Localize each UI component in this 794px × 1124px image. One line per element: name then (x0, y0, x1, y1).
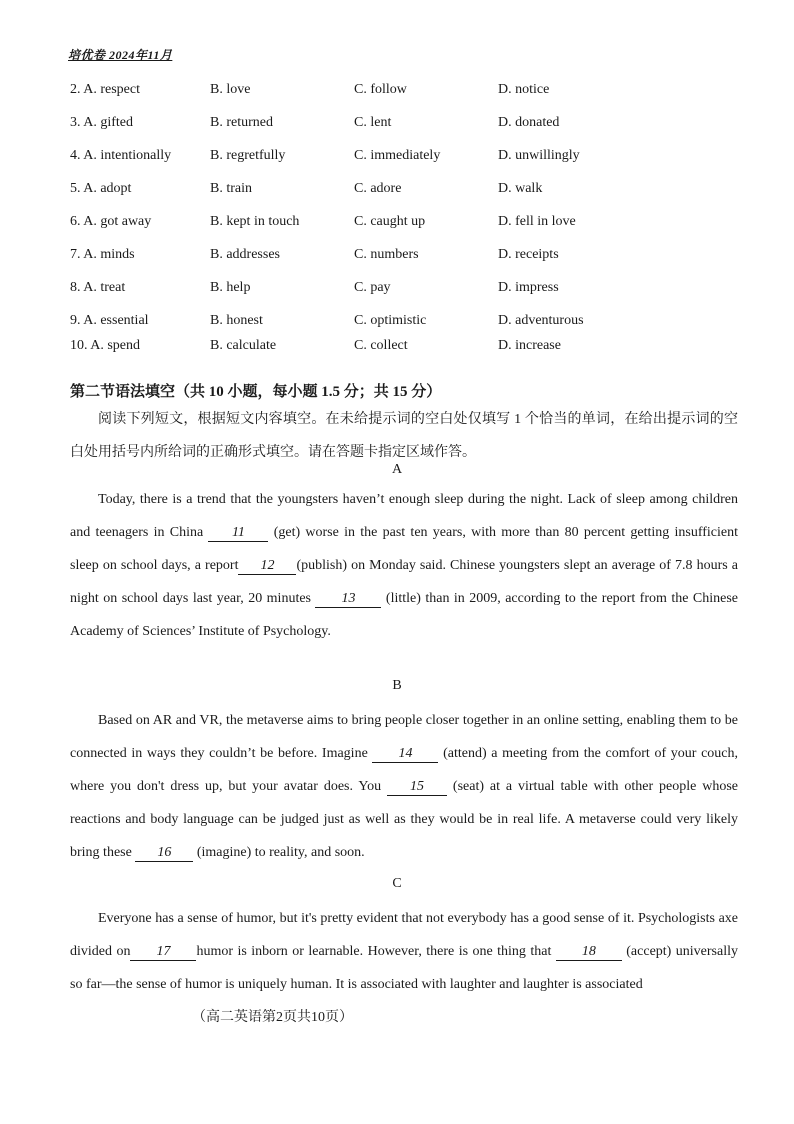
option-c: C. immediately (354, 148, 441, 163)
option-row (70, 338, 750, 371)
option-c: C. optimistic (354, 313, 427, 328)
passage-text: (little) than in 2009, according to the report from the Chinese Academy of Sciences’ Institute of Psychology. (70, 591, 738, 639)
option-b: B. train (210, 181, 252, 196)
option-row (70, 280, 750, 313)
option-c: C. lent (354, 115, 392, 130)
passage-text: (imagine) to reality, and soon. (193, 845, 365, 860)
option-b: B. addresses (210, 247, 280, 262)
option-d: D. increase (498, 338, 561, 353)
option-b: B. love (210, 82, 251, 97)
passage-c (70, 902, 738, 1001)
section-instructions: 阅读下列短文，根据短文内容填空。在未给提示词的空白处仅填写 1 个恰当的单词，在给出提示词的空白处用括号内所给词的正确形式填空。请在答题卡指定区域作答。 (70, 412, 738, 460)
option-b: B. returned (210, 115, 273, 130)
passage-text: (seat) at a virtual table with other people whose reactions and body language can be judged just as well as they would be in real life. A metaverse could very likely bring these (70, 779, 739, 860)
blank-13: 13 (315, 591, 381, 608)
passage-a (70, 483, 738, 648)
option-d: D. impress (498, 280, 559, 295)
option-b: B. help (210, 280, 251, 295)
option-row (70, 214, 750, 247)
passage-text: (publish) on Monday said. Chinese youngsters slept an average of 7.8 hours a night on school days last year, 20 minutes (70, 558, 738, 606)
option-a: 3. A. gifted (70, 115, 133, 130)
header-stamp: 培优卷 2024年11月 (68, 48, 173, 62)
option-b: B. honest (210, 313, 263, 328)
passage-c-label: C (392, 876, 402, 891)
option-b: B. kept in touch (210, 214, 300, 229)
blank-16: 16 (135, 845, 193, 862)
blank-17: 17 (130, 944, 196, 961)
options-list (70, 82, 750, 371)
option-row (70, 148, 750, 181)
option-a: 8. A. treat (70, 280, 126, 295)
option-row (70, 115, 750, 148)
option-a: 5. A. adopt (70, 181, 132, 196)
option-d: D. unwillingly (498, 148, 580, 163)
passage-text: Today, there is a trend that the youngsters haven’t enough sleep during the night. Lack of sleep among children and teenagers in China (70, 492, 738, 540)
option-a: 4. A. intentionally (70, 148, 172, 163)
option-c: C. adore (354, 181, 402, 196)
option-a: 9. A. essential (70, 313, 149, 328)
option-d: D. walk (498, 181, 543, 196)
option-d: D. receipts (498, 247, 559, 262)
option-a: 2. A. respect (70, 82, 140, 97)
option-c: C. numbers (354, 247, 419, 262)
blank-15: 15 (387, 779, 447, 796)
passage-text: (attend) a meeting from the comfort of your couch, where you don't dress up, but your avatar does. You (70, 746, 738, 794)
passage-a-label: A (391, 462, 403, 477)
blank-18: 18 (556, 944, 622, 961)
option-b: B. calculate (210, 338, 277, 353)
option-d: D. notice (498, 82, 550, 97)
passage-text: (accept) universally so far—the sense of humor is uniquely human. It is associated with laughter and laughter is associated (70, 944, 738, 992)
blank-11: 11 (208, 525, 268, 542)
option-d: D. adventurous (498, 313, 584, 328)
option-row (70, 82, 750, 115)
option-a: 6. A. got away (70, 214, 152, 229)
passage-b-label: B (392, 678, 402, 693)
option-row (70, 247, 750, 280)
option-d: D. fell in love (498, 214, 576, 229)
passage-text: Based on AR and VR, the metaverse aims to bring people closer together in an online setting, enabling them to be connected in ways they couldn’t be before. Imagine (70, 713, 738, 761)
passage-text: Everyone has a sense of humor, but it's pretty evident that not everybody has a good sense of it. Psychologists axe divided on (70, 911, 738, 959)
passage-text: (get) worse in the past ten years, with more than 80 percent getting insufficient sleep on school days, a report (70, 525, 739, 573)
passage-text: humor is inborn or learnable. However, there is one thing that (196, 944, 556, 959)
page-footer: （高二英语第2页共10页） (192, 1010, 353, 1025)
option-row (70, 313, 750, 338)
section-title: 第二节语法填空（共 10 小题，每小题 1.5 分；共 15 分） (70, 384, 442, 400)
option-c: C. follow (354, 82, 407, 97)
blank-14: 14 (372, 746, 438, 763)
option-c: C. caught up (354, 214, 426, 229)
option-d: D. donated (498, 115, 560, 130)
option-c: C. collect (354, 338, 408, 353)
blank-12: 12 (238, 558, 296, 575)
option-a: 7. A. minds (70, 247, 135, 262)
passage-b (70, 704, 738, 869)
option-b: B. regretfully (210, 148, 286, 163)
option-c: C. pay (354, 280, 391, 295)
option-row (70, 181, 750, 214)
option-a: 10. A. spend (70, 338, 140, 353)
